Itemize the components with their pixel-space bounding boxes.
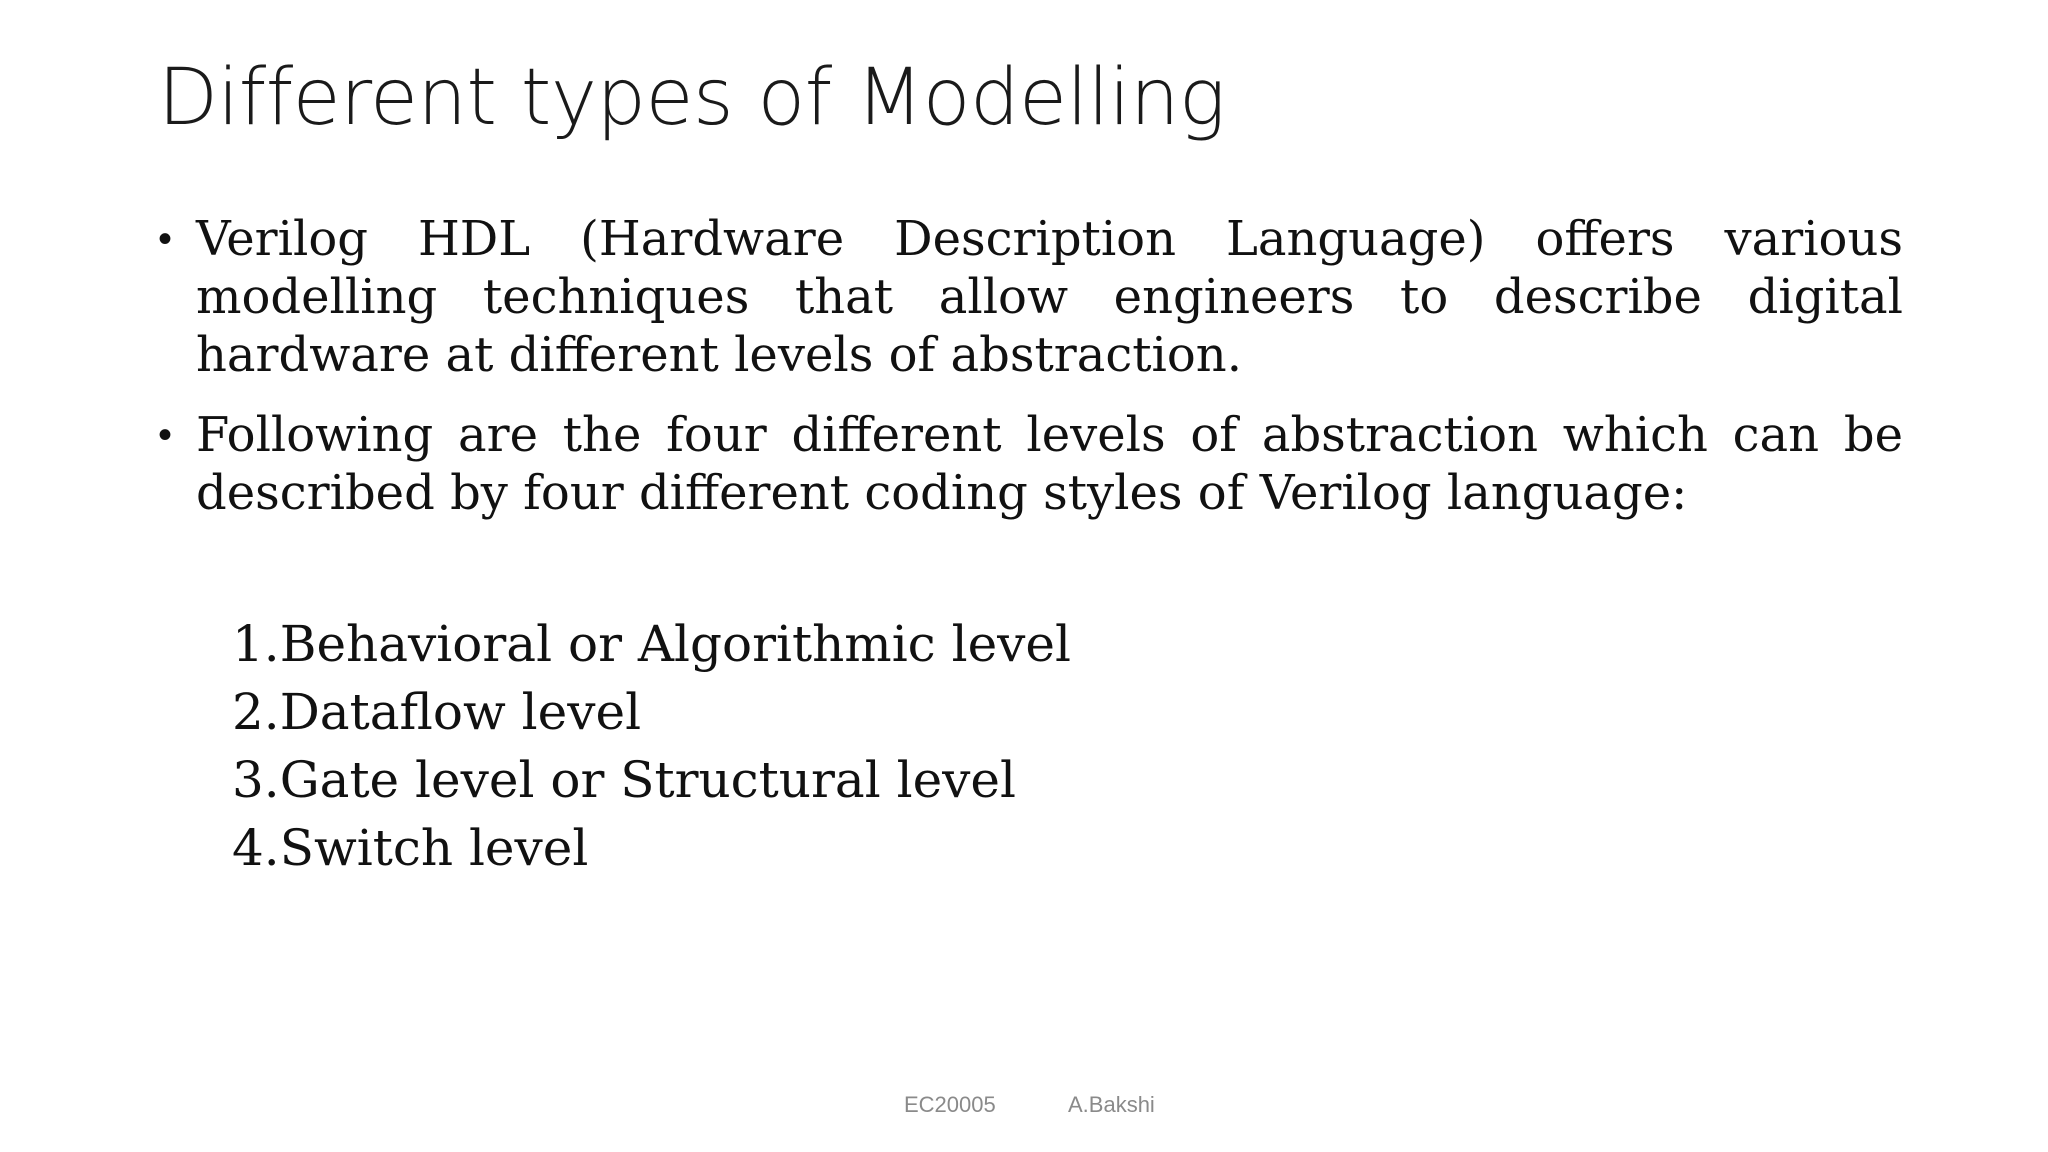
level-item-behavioral: 1.Behavioral or Algorithmic level	[232, 615, 1071, 673]
bullet-list	[158, 210, 1903, 544]
footer-author: A.Bakshi	[1068, 1092, 1155, 1117]
bullet-dot-icon: •	[158, 217, 173, 261]
footer-course-code: EC20005	[904, 1092, 996, 1117]
slide-title: Different types of Modelling	[158, 53, 1226, 143]
abstraction-levels-list	[232, 610, 1071, 882]
bullet-text: Following are the four different levels of abstraction which can be described by four different coding styles of Verilog language:	[196, 407, 1903, 521]
level-item-dataflow: 2.Dataflow level	[232, 683, 642, 741]
bullet-item	[158, 210, 1903, 384]
bullet-item	[158, 406, 1903, 522]
level-item-switch: 4.Switch level	[232, 819, 589, 877]
bullet-dot-icon: •	[158, 413, 173, 457]
bullet-text: Verilog HDL (Hardware Description Language) offers various modelling techniques that allow engineers to describe digital hardware at different levels of abstraction.	[196, 211, 1903, 383]
level-item-gate: 3.Gate level or Structural level	[232, 751, 1016, 809]
